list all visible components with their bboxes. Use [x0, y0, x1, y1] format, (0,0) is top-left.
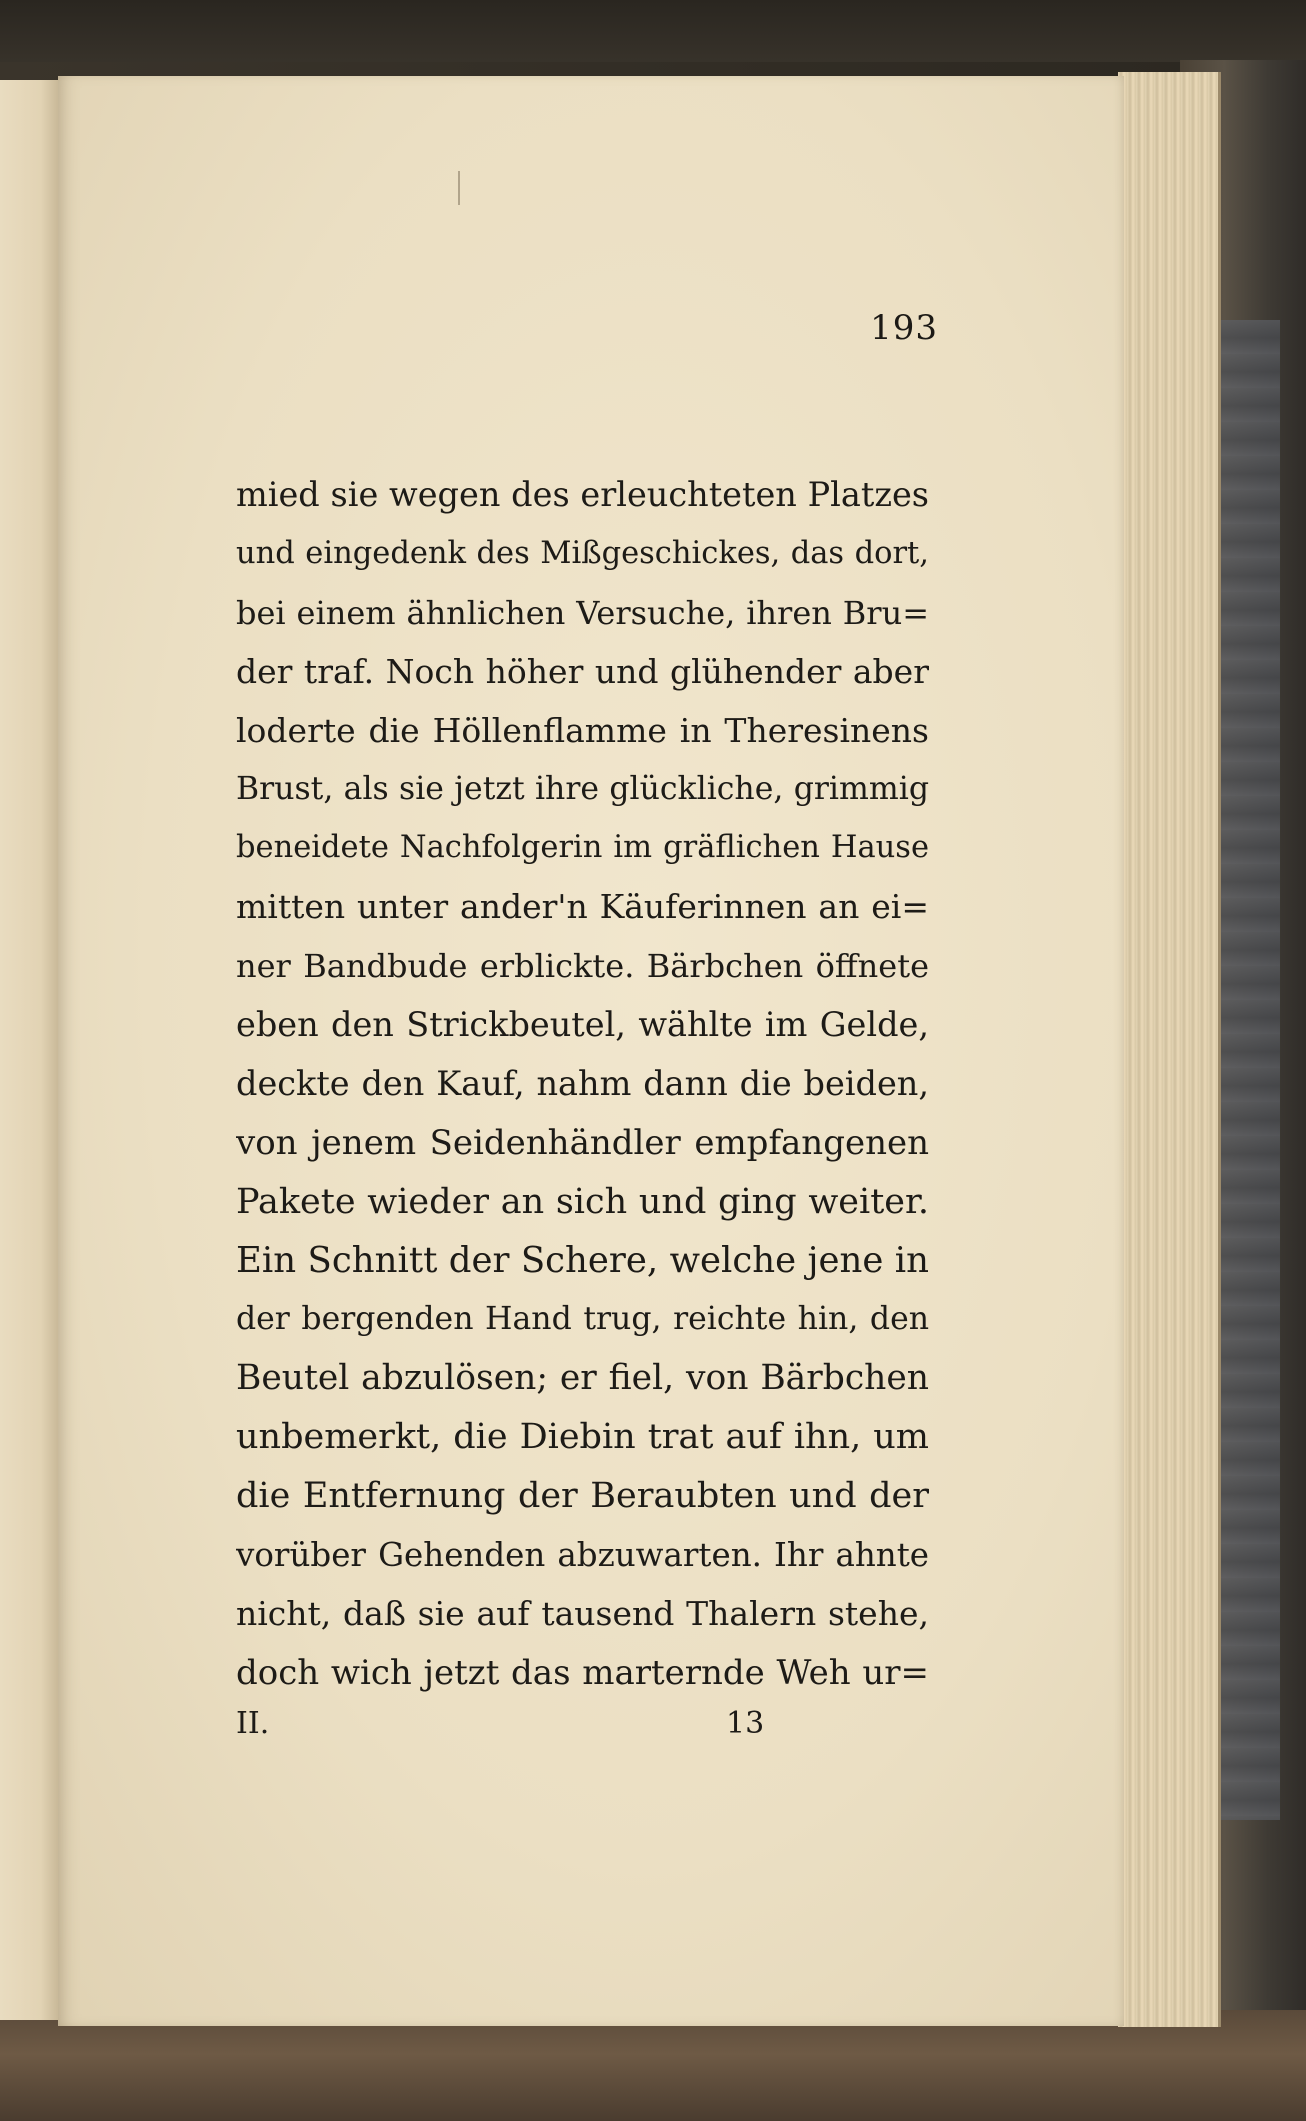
body-text [236, 466, 929, 1703]
text-line: nicht, daß sie auf tausend Thalern stehe, [236, 1593, 929, 1633]
text-line: die Entfernung der Beraubten und der [236, 1476, 929, 1517]
text-line: der bergenden Hand trug, reichte hin, den [236, 1301, 929, 1338]
left-page-edge [0, 80, 60, 2020]
paper-mark [458, 171, 460, 205]
text-line: beneidete Nachfolgerin im gräflichen Hause [236, 830, 929, 866]
text-line: unbemerkt, die Diebin trat auf ihn, um [236, 1417, 929, 1458]
text-line: mied sie wegen des erleuchteten Platzes [236, 475, 929, 514]
text-line: ner Bandbude erblickte. Bärbchen öffnete [236, 947, 929, 986]
text-line: deckte den Kauf, nahm dann die beiden, [236, 1063, 929, 1103]
book-page [58, 76, 1124, 2026]
text-line: und eingedenk des Mißgeschickes, das dort, [236, 535, 929, 571]
text-line: der traf. Noch höher und glühender aber [236, 651, 929, 691]
text-line: doch wich jetzt das marternde Weh ur= [236, 1652, 929, 1693]
text-line: vorüber Gehenden abzuwarten. Ihr ahnte [236, 1536, 929, 1575]
text-line: Brust, als sie jetzt ihre glückliche, grimmig [236, 771, 929, 808]
text-line: Beutel abzulösen; er fiel, von Bärbchen [236, 1358, 929, 1399]
signature-mark: II. [236, 1706, 270, 1741]
text-line: mitten unter ander'n Käuferinnen an ei= [236, 887, 929, 927]
text-line: eben den Strickbeutel, wählte im Gelde, [236, 1005, 929, 1045]
text-line: Pakete wieder an sich und ging weiter. [236, 1181, 929, 1222]
binding-bottom [0, 2010, 1306, 2121]
page-number: 193 [870, 308, 938, 348]
text-line: bei einem ähnlichen Versuche, ihren Bru= [236, 593, 929, 632]
text-line: Ein Schnitt der Schere, welche jene in [236, 1239, 929, 1281]
page-edges [1118, 72, 1221, 2027]
binding-top [0, 0, 1306, 62]
gathering-number: 13 [726, 1706, 765, 1741]
text-line: loderte die Höllenflamme in Theresinens [236, 710, 929, 750]
text-line: von jenem Seidenhändler empfangenen [236, 1122, 929, 1163]
